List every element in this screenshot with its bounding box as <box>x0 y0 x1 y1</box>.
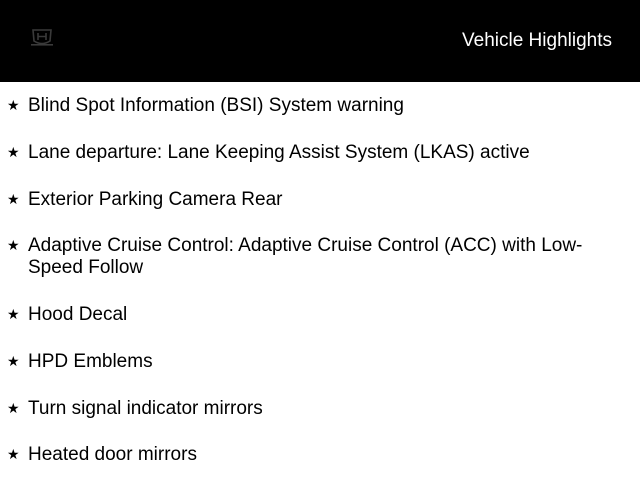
star-icon: ★ <box>7 237 20 253</box>
star-icon: ★ <box>7 144 20 160</box>
highlight-label: Adaptive Cruise Control: Adaptive Cruise Control (ACC) with Low-Speed Follow <box>28 235 583 278</box>
star-icon: ★ <box>7 446 20 462</box>
highlight-label: Hood Decal <box>28 304 128 325</box>
header-bar <box>0 0 640 82</box>
star-icon: ★ <box>7 97 20 113</box>
star-icon: ★ <box>7 306 20 322</box>
star-icon: ★ <box>7 191 20 207</box>
highlight-label: Heated door mirrors <box>28 444 197 465</box>
highlight-label: Lane departure: Lane Keeping Assist System (LKAS) active <box>28 142 530 163</box>
star-icon: ★ <box>7 353 20 369</box>
highlight-label: Turn signal indicator mirrors <box>28 398 263 419</box>
honda-logo-icon <box>28 27 56 49</box>
highlight-label: HPD Emblems <box>28 351 153 372</box>
highlight-label: Blind Spot Information (BSI) System warning <box>28 95 404 116</box>
highlight-label: Exterior Parking Camera Rear <box>28 189 283 210</box>
page-title: Vehicle Highlights <box>462 30 612 51</box>
star-icon: ★ <box>7 400 20 416</box>
